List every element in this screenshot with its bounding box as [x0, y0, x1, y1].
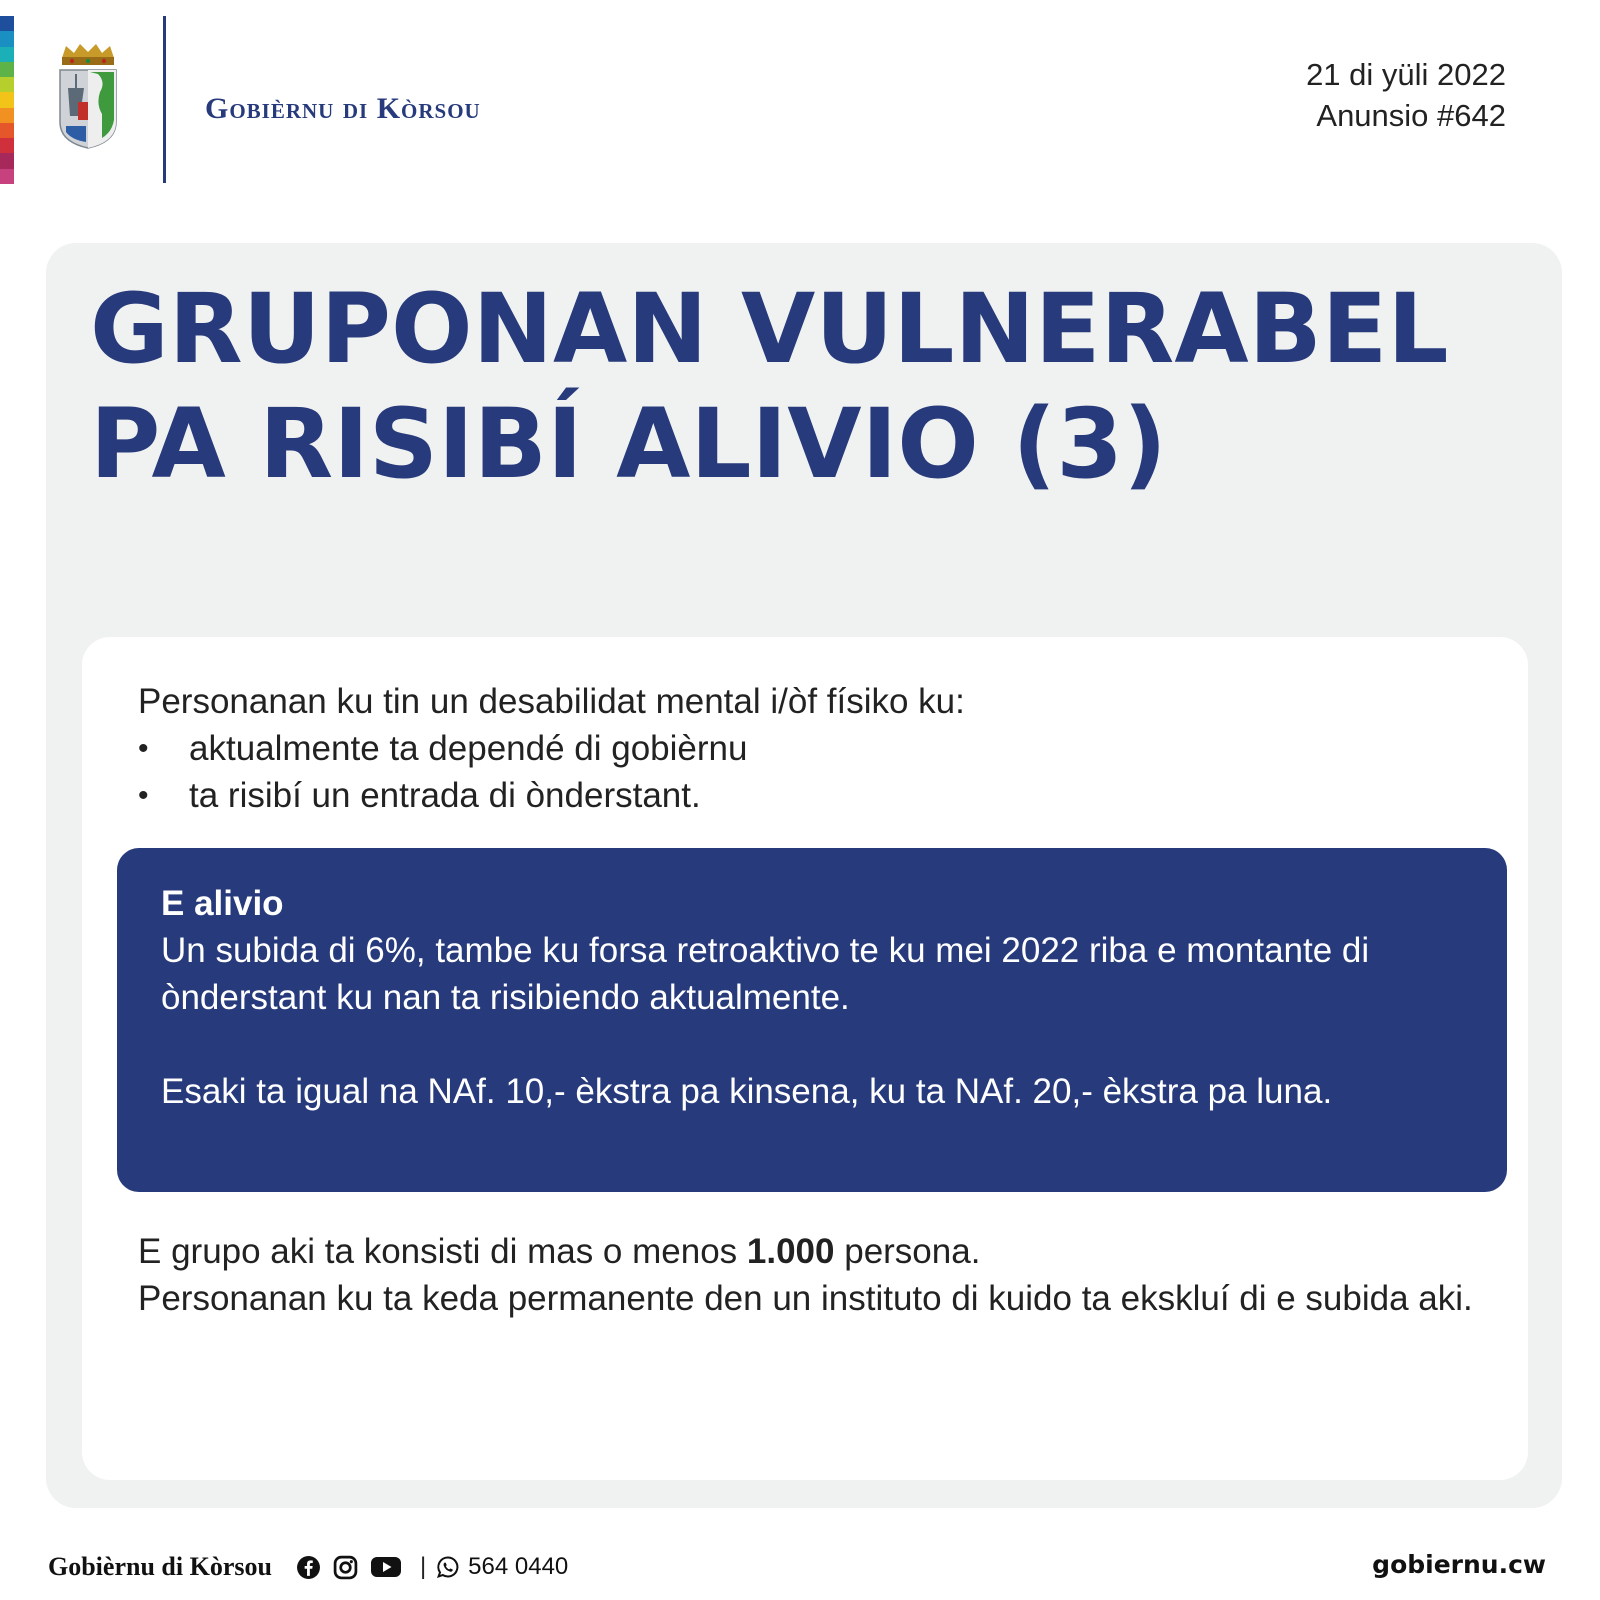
color-strip-segment — [0, 123, 14, 138]
relief-spacer — [161, 1021, 1451, 1068]
color-strip-segment — [0, 16, 14, 31]
group-size-suffix: persona. — [834, 1232, 981, 1271]
color-strip-segment — [0, 62, 14, 77]
group-size-prefix: E grupo aki ta konsisti di mas o menos — [138, 1232, 747, 1271]
color-strip-segment — [0, 47, 14, 62]
eligibility-list — [138, 725, 965, 819]
color-strip-segment — [0, 31, 14, 46]
relief-box — [117, 848, 1507, 1192]
website-link[interactable]: gobiernu.cw — [1372, 1550, 1546, 1579]
headline-line-1: GRUPONAN VULNERABEL — [90, 273, 1449, 385]
exclusion-text: Personanan ku ta keda permanente den un instituto di kuido ta ekskluí di e subida aki. — [138, 1279, 1473, 1318]
headline-line-2: PA RISIBÍ ALIVIO (3) — [90, 388, 1167, 500]
color-strip-segment — [0, 153, 14, 168]
phone-number[interactable]: 564 0440 — [468, 1553, 569, 1580]
color-strip-segment — [0, 169, 14, 184]
closing-section — [138, 1228, 1478, 1322]
youtube-icon[interactable] — [370, 1555, 402, 1579]
footer-government-name: Gobièrnu di Kòrsou — [48, 1552, 272, 1581]
eligibility-item: • ta risibí un entrada di ònderstant. — [138, 772, 965, 819]
header-divider — [163, 16, 166, 183]
eligibility-intro: Personanan ku tin un desabilidat mental i/òf físiko ku: — [138, 682, 965, 721]
announcement-date: 21 di yüli 2022 — [1306, 57, 1506, 92]
relief-content — [161, 880, 1451, 1115]
group-size-count: 1.000 — [746, 1232, 835, 1271]
facebook-icon[interactable] — [296, 1555, 321, 1580]
header-meta — [1306, 54, 1506, 136]
whatsapp-icon[interactable] — [436, 1555, 460, 1579]
color-strip-segment — [0, 108, 14, 123]
instagram-icon[interactable] — [333, 1555, 358, 1580]
coat-of-arms-logo — [56, 44, 120, 150]
headline — [90, 272, 1449, 502]
government-name: Gobièrnu di Kòrsou — [205, 92, 481, 125]
brand-color-strip — [0, 16, 14, 184]
color-strip-segment — [0, 77, 14, 92]
color-strip-segment — [0, 92, 14, 107]
color-strip-segment — [0, 138, 14, 153]
footer-left — [48, 1552, 568, 1582]
footer-separator: | — [419, 1553, 427, 1580]
eligibility-section — [138, 678, 965, 819]
social-links — [296, 1555, 414, 1580]
relief-paragraph-2: Esaki ta igual na NAf. 10,- èkstra pa kinsena, ku ta NAf. 20,- èkstra pa luna. — [161, 1072, 1333, 1111]
group-size-text — [138, 1228, 1478, 1275]
eligibility-item: • aktualmente ta dependé di gobièrnu — [138, 725, 965, 772]
announcement-number: Anunsio #642 — [1316, 98, 1506, 133]
relief-paragraph-1: Un subida di 6%, tambe ku forsa retroaktivo te ku mei 2022 riba e montante di ònderstant ku nan ta risibiendo aktualmente. — [161, 931, 1370, 1017]
relief-title: E alivio — [161, 884, 284, 923]
